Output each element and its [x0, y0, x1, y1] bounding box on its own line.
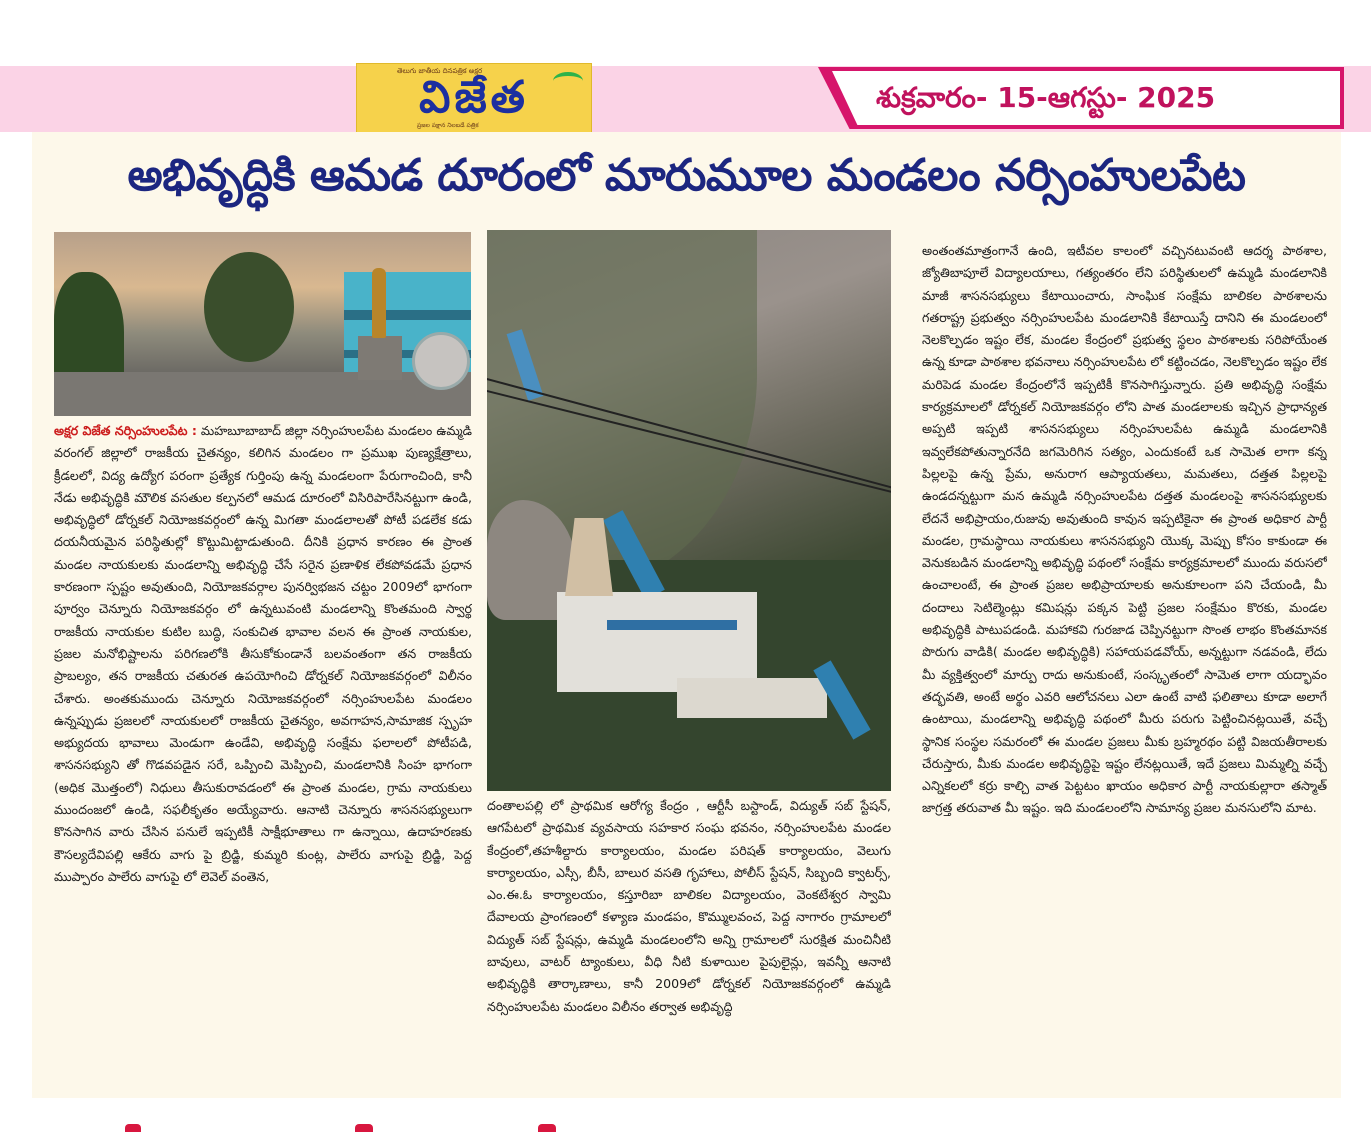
article-text-1: మహబూబాబాద్ జిల్లా నర్సింహులపేట మండలం ఉమ్మడి వరంగల్ జిల్లాలో రాజకీయ చైతన్యం, కలిగిన మండలం గా ప్రముఖ పుణ్యక్షేత్రాలు, క్రీడలలో, విద్య ఉద్యోగ పరంగా ప్రత్యేక గుర్తింపు ఉన్న మండలంగా పేరుగాంచింది, కానీ నేడు అభివృద్ధికి మౌలిక వసతుల కల్పనలో ఆమడ దూరంలో విసిరిపారేసినట్టుగా ఉండి, అభివృద్ధిలో డోర్నకల్ నియోజకవర్గంలో ఉన్న మిగతా మండలాలతో పోటీ పడలేక కడు దయనీయమైన పరిస్థితుల్లో కొట్టుమిట్టాడుతుంది. దీనికి ప్రధాన కారణం ఈ ప్రాంత మండల నాయకులకు మండలాన్ని అభివృద్ధి చేసే సరైన ప్రణాళిక లేకపోవడమే ప్రధాన కారణంగా స్పష్టం అవుతుంది, నియోజకవర్గాల పునర్విభజన చట్టం 2009లో భాగంగా పూర్వం చెన్నూరు నియోజకవర్గం లో ఉన్నటువంటి మండలాన్ని కొంతమంది స్వార్థ రాజకీయ నాయకుల కుటిల బుద్ధి, సంకుచిత భావాల వలన ఈ ప్రాంత నాయకుల, ప్రజల మనోభిష్టాలను పరిగణలోకి తీసుకోకుండానే బలవంతంగా తన రాజకీయ ప్రాబల్యం, తన రాజకీయ చతురత ఉపయోగించి డోర్నకల్ నియోజకవర్గంలో విలీనం చేశారు. అంతకుముందు చెన్నూరు నియోజకవర్గంలో నర్సింహులపేట మండలం ఉన్నప్పుడు ప్రజలలో నాయకులలో రాజకీయ చైతన్యం, అవగాహన,సామాజిక స్పృహ అభ్యుదయ భావాలు మెండుగా ఉండేవి, అభివృద్ధి సంక్షేమ ఫలాలలో పోటీపడి, శాసనసభ్యుని తో గొడవపడైన సరే, ఒప్పించి మెప్పించి, మండలానికి సింహ భాగంగా (అధిక మొత్తంలో) నిధులు తీసుకురావడంలో ఈ ప్రాంత మండల, గ్రామ నాయకులు ముందంజలో ఉండి, సఫలీకృతం అయ్యేవారు. ఆనాటి చెన్నూరు శాసనసభ్యులుగా కొనసాగిన వారు చేసిన పనులే ఇప్పటికీ సాక్షీభూతాలు గా ఉన్నాయి, ఉదాహరణకు కౌసల్యదేవిపల్లి ఆకేరు వాగు పై బ్రిడ్జి, కుమ్మరి కుంట్ల, పాలేరు వాగుపై బ్రిడ్జి, పెద్ద ముప్పారం పాలేరు వాగుపై లో లెవెల్ వంతెన, — [54, 423, 472, 884]
article-lead: అక్షర విజేత నర్సింహులపేట : — [54, 423, 197, 438]
article-column-1 — [54, 420, 472, 1092]
logo-name: విజేత — [419, 72, 529, 123]
statue-shape — [372, 268, 386, 338]
article-column-2 — [487, 795, 891, 1093]
pedestal-shape — [358, 336, 402, 380]
article-column-3 — [922, 240, 1327, 1092]
footer-mark — [125, 1124, 141, 1132]
temple-shape — [557, 592, 757, 692]
footer-mark — [355, 1124, 373, 1132]
road-shape — [54, 372, 471, 416]
temple-base-shape — [677, 678, 827, 718]
logo-subline: ప్రజల పక్షాన నిలబడే పత్రిక — [417, 122, 479, 129]
headline: అభివృద్ధికి ఆమడ దూరంలో మారుమూల మండలం నర్సింహులపేట — [127, 150, 1246, 201]
logo-tagline: తెలుగు జాతీయ దినపత్రిక అక్షర — [397, 67, 483, 75]
page-footer-strip — [0, 1100, 1371, 1132]
roof-shape — [607, 620, 737, 630]
building-stripe — [344, 310, 471, 320]
article-text-3: అంతంతమాత్రంగానే ఉంది, ఇటీవల కాలంలో వచ్చినటువంటి ఆదర్శ పాఠశాల, జ్యోతిబాపూలే విద్యాలయాలు, గత్యంతరం లేని పరిస్థితులలో ఉమ్మడి మండలానికి మాజీ శాసనసభ్యులు కేటాయించారు, సాంఘిక సంక్షేమ బాలికల పాఠశాలను గతరాష్ట్ర ప్రభుత్వం నర్సింహులపేట మండలానికి కేటాయిస్తే దానిని ఈ మండలంలో నెలకొల్పడం ఇష్టం లేక, మండల కేంద్రంలో ప్రభుత్వ స్థలం పాఠశాలకు సరిపోయేంత ఉన్న కూడా పాఠశాల భవనాలు నర్సింహులపేట లో కట్టించడం, నెలకొల్పడం ఇష్టం లేక మరిపెడ మండల కేంద్రంలోనే ఇప్పటికీ కొనసాగిస్తున్నారు. ప్రతి అభివృద్ధి సంక్షేమ కార్యక్రమాలలో డోర్నకల్ నియోజకవర్గం లోని పాత మండలాలకు ఇచ్చిన ప్రాధాన్యత అప్పటి ఇప్పటి శాసనసభ్యులు నర్సింహులపేట ఉమ్మడి మండలానికి ఇవ్వలేకపోతున్నారనేది జగమెరిగిన సత్యం, ఎందుకంటే ఒక సామెత లాగా కన్న పిల్లలపై ఉన్న ప్రేమ, అనురాగ ఆప్యాయతలు, మమతలు, దత్తత పిల్లలపై ఉండదన్నట్టుగా మన ఉమ్మడి నర్సింహులపేట దత్తత మండలంపై శాసనసభ్యులకు లేదనే అభిప్రాయం,రుజువు అవుతుంది కావున ఇప్పటికైనా ఈ ప్రాంత అధికార పార్టీ మండల, గ్రామస్థాయి నాయకులు శాసనసభ్యుని యొక్క మెప్పు కోసం కాకుండా ఈ వెనుకబడిన మండలాన్ని అభివృద్ధి పథంలో సంక్షేమ కార్యక్రమాలలో ముందు వరుసలో ఉంచాలంటే, ఈ ప్రాంత ప్రజల అభిప్రాయాలకు అనుకూలంగా పని చేయండి, మీ దందాలు సెటిల్మెంట్లు కమిషన్లు పక్కన పెట్టి ప్రజల సంక్షేమం కొరకు, మండల అభివృద్ధికి పాటుపడండి. మహాకవి గురజాడ చెప్పినట్టుగా సొంత లాభం కొంతమానక పొరుగు వాడికి( మండల అభివృద్ధికి) సహాయపడవోయ్, అన్నట్టుగా నడవండి, లేదు మీ వ్యక్తిత్వంలో మార్పు రాదు అనుకుంటే, సంస్కృతంలో సామెత లాగా యద్భావం తద్భవతి, అంటే అర్థం ఎవరి ఆలోచనలు ఎలా ఉంటే వాటి ఫలితాలు కూడా అలాగే ఉంటాయి, మండలాన్ని అభివృద్ధి పథంలో మీరు పరుగు పెట్టించినట్లయితే, వచ్చే స్థానిక సంస్థల సమరంలో ఈ మండల ప్రజలు మీకు బ్రహ్మరథం పట్టి విజయతీరాలకు చేరుస్తారు, మీకు మండల అభివృద్ధిపై ఇష్టం లేనట్లయితే, ఇదే ప్రజలు మిమ్మల్ని వచ్చే ఎన్నికలలో కర్రు కాల్చి వాత పెట్టటం ఖాయం అధికార పార్టీ నాయకుల్లారా తస్మాత్ జాగ్రత్త తరువాత మీ ఇష్టం. ఇది మండలంలోని సామాన్య ప్రజల మనసులోని మాట. — [922, 243, 1327, 816]
newspaper-logo — [356, 63, 592, 133]
swoosh-icon — [553, 72, 583, 90]
footer-mark — [538, 1124, 556, 1132]
statue-junction-photo — [54, 232, 471, 416]
sign-disc-shape — [412, 332, 470, 390]
hill-temple-photo — [487, 230, 891, 791]
article-text-2: దంతాలపల్లి లో ప్రాథమిక ఆరోగ్య కేంద్రం , ఆర్టీసీ బస్టాండ్, విద్యుత్ సబ్ స్టేషన్, ఆగపేటలో ప్రాథమిక వ్యవసాయ సహకార సంఘ భవనం, నర్సింహులపేట మండల కేంద్రంలో,తహశీల్దారు కార్యాలయం, మండల పరిషత్ కార్యాలయం, వెలుగు కార్యాలయం, ఎస్సీ, బీసీ, బాలుర వసతి గృహాలు, పోలీస్ స్టేషన్, సిబ్బంది క్వాటర్స్, ఎం.ఈ.ఓ కార్యాలయం, కస్తూరిబా బాలికల విద్యాలయం, వెంకటేశ్వర స్వామి దేవాలయ ప్రాంగణంలో కళ్యాణ మండపం, కొమ్ములవంచ, పెద్ద నాగారం గ్రామాలలో విద్యుత్ సబ్ స్టేషన్లు, ఉమ్మడి మండలంలోని అన్ని గ్రామాలలో సురక్షిత మంచినీటి బావులు, వాటర్ ట్యాంకులు, వీధి నీటి కుళాయిల పైపులైన్లు, ఇవన్నీ ఆనాటి అభివృద్ధికి తార్కాణాలు, కానీ 2009లో డోర్నకల్ నియోజకవర్గంలో ఉమ్మడి నర్సింహులపేట మండలం విలీనం తర్వాత అభివృద్ధి — [487, 798, 891, 1014]
tree-shape — [204, 252, 294, 362]
issue-date: శుక్రవారం- 15-ఆగస్టు- 2025 — [876, 81, 1216, 114]
